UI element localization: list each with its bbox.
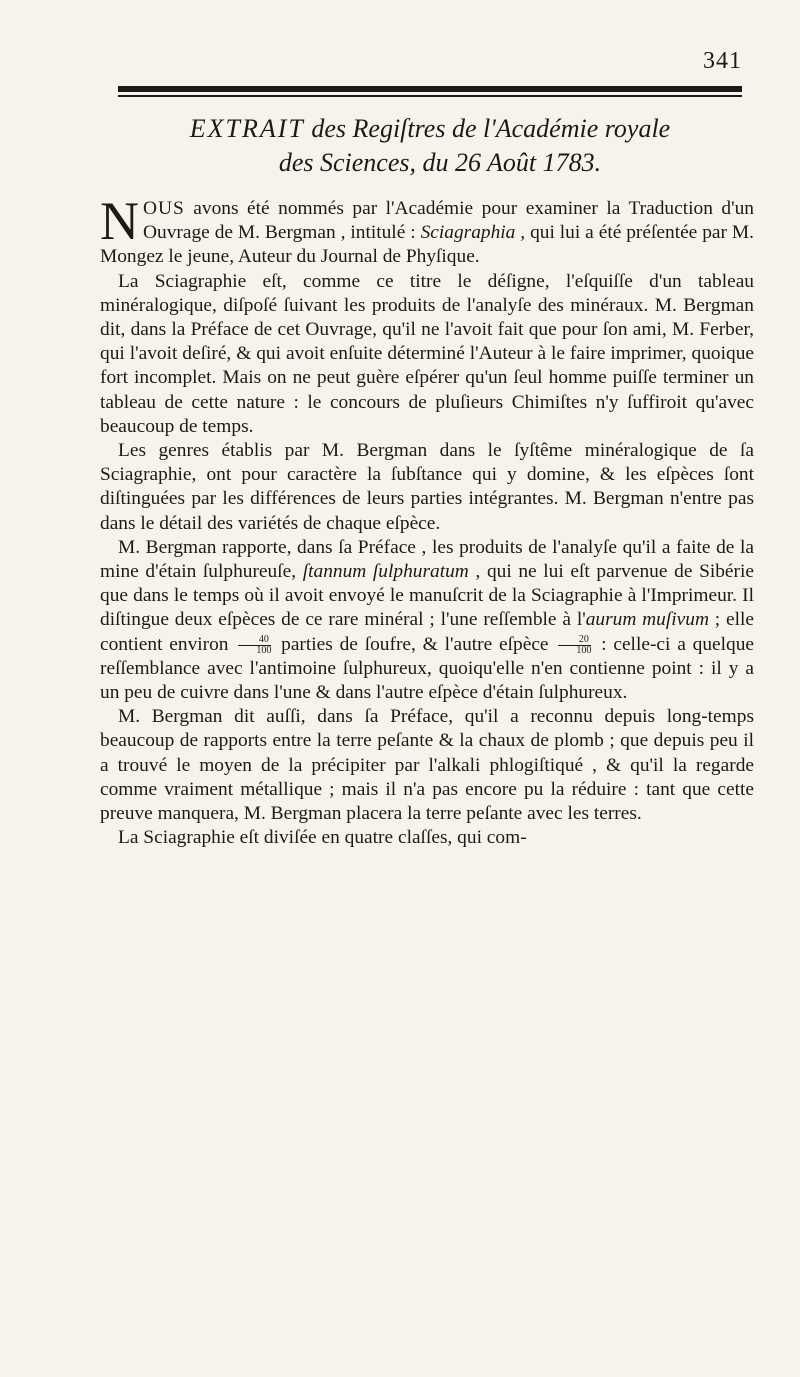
fraction-twenty-hundredths <box>558 635 591 656</box>
fraction-2-numerator: 20 <box>558 635 591 646</box>
title-line-2: des Sciences, du 26 Août 1783. <box>278 148 602 177</box>
fraction-2-denominator: 100 <box>576 644 592 656</box>
paragraph-1 <box>100 191 754 270</box>
paragraph-4 <box>100 536 754 705</box>
latin-term-aurum: aurum muſivum <box>585 609 709 631</box>
body-text <box>100 191 755 850</box>
header-rule-thin <box>118 95 742 97</box>
fraction-forty-hundredths <box>238 635 271 656</box>
work-title: Sciagraphia , <box>420 222 526 244</box>
paragraph-4-text-b: , qui ne lui eſt parvenue de Sibérie que dans le temps où il avoit envoyé le manuſcrit de la Sciagraphie à l'Imprimeur. Il diſtingue deux eſpèces de ce rare minéral ; l'une reſſemble à l' <box>100 561 754 631</box>
paragraph-4-text-d: parties de ſoufre, & l'autre eſpèce <box>274 633 556 655</box>
paragraph-1-text-a: avons été nommés par l'Académie pour examiner la Traduction d'un Ouvrage de M. Bergman , intitulé : <box>143 198 754 244</box>
opening-word: OUS <box>143 198 185 219</box>
fraction-1-denominator: 100 <box>256 644 272 656</box>
title-registres: des Regiſtres de l'Académie royale <box>304 114 671 143</box>
page-number: 341 <box>703 48 742 74</box>
drop-cap: N <box>100 191 139 251</box>
extract-title <box>100 112 760 180</box>
paragraph-3: Les genres établis par M. Bergman dans le ſyſtême minéralogique de ſa Sciagraphie, ont pour caractère la ſubſtance qui y domine, & les eſpèces ſont diſtinguées par les différences de leurs parties intégrantes. M. Bergman n'entre pas dans le détail des variétés de chaque eſpèce. <box>100 440 754 534</box>
paragraph-4-text-a: M. Bergman rapporte, dans ſa Préface , les produits de l'analyſe qu'il a faite de la mine d'étain ſulphureuſe, <box>100 536 754 583</box>
title-extrait: EXTRAIT <box>189 114 305 143</box>
fraction-1-numerator: 40 <box>238 635 271 646</box>
paragraph-4-text-c: ; elle contient environ <box>100 609 754 655</box>
paragraph-5: M. Bergman dit auſſi, dans ſa Préface, qu'il a reconnu depuis long-temps beaucoup de rapports entre la terre peſante & la chaux de plomb ; que depuis peu il a trouvé le moyen de la précipiter par l'alkali phlogiſtiqué , & qu'il la regarde comme vraiment métallique ; mais il n'a pas encore pu la réduire : tant que cette preuve manquera, M. Bergman placera la terre peſante avec les terres. <box>100 706 754 825</box>
title-line-1 <box>100 112 760 146</box>
header-rule-thick <box>118 86 742 92</box>
paragraph-4-text-e: : celle-ci a quelque reſſemblance avec l'antimoine ſulphureux, quoiqu'elle n'en contienne point : il y a un peu de cuivre dans l'une & dans l'autre eſpèce d'étain ſulphureux. <box>100 633 755 704</box>
paragraph-1-text-b: qui lui a été préſentée par M. Mongez le jeune, Auteur du Journal de Phyſique. <box>100 222 754 268</box>
paragraph-6: La Sciagraphie eſt diviſée en quatre claſſes, qui com- <box>118 827 527 849</box>
latin-term-stannum: ſtannum ſulphuratum <box>302 561 469 583</box>
paragraph-2: La Sciagraphie eſt, comme ce titre le déſigne, l'eſquiſſe d'un tableau minéralogique, diſpoſé ſuivant les produits de l'analyſe des minéraux. M. Bergman dit, dans la Préface de cet Ouvrage, qu'il ne l'avoit fait que pour ſon ami, M. Ferber, qui l'avoit deſiré, & qui avoit enſuite déterminé l'Auteur à le faire imprimer, quoique fort incomplet. Mais on ne peut guère eſpérer qu'un ſeul homme puiſſe terminer un tableau de cette nature : le concours de pluſieurs Chimiſtes n'y ſuffiroit qu'avec beaucoup de temps. <box>100 270 754 437</box>
